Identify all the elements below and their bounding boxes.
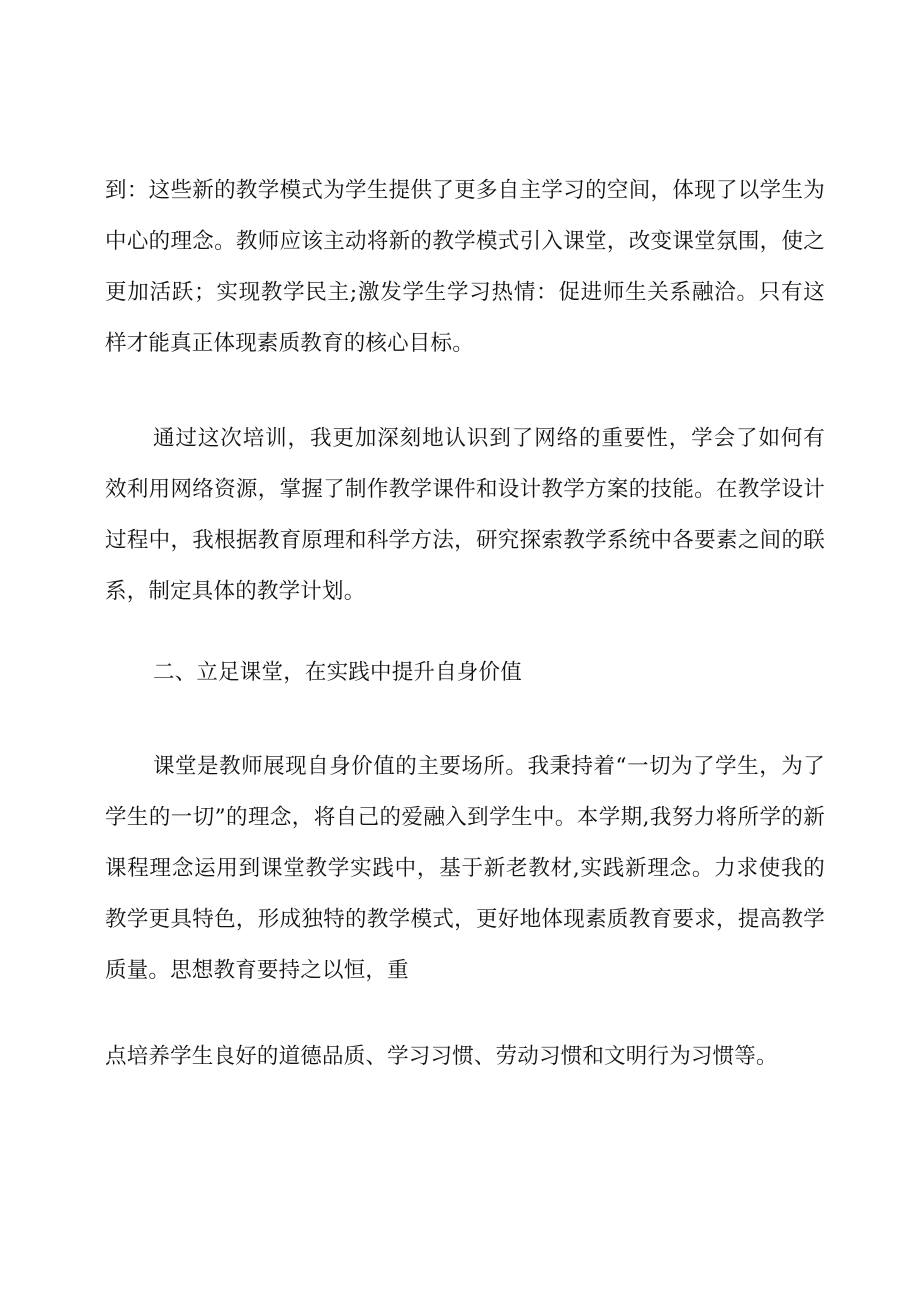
body-paragraph-2: 通过这次培训，我更加深刻地认识到了网络的重要性，学会了如何有效利用网络资源，掌握了制作教学课件和设计教学方案的技能。在教学设计过程中，我根据教育原理和科学方法，研究探索教学系统中各要素之间的联系，制定具体的教学计划。	[105, 426, 825, 604]
section-heading: 二、立足课堂，在实践中提升自身价值	[153, 660, 522, 685]
body-paragraph-4: 点培养学生良好的道德品质、学习习惯、劳动习惯和文明行为习惯等。	[105, 1044, 778, 1069]
body-paragraph-1: 到：这些新的教学模式为学生提供了更多自主学习的空间，体现了以学生为中心的理念。教师应该主动将新的教学模式引入课堂，改变课堂氛围，使之更加活跃；实现教学民主;激发学生学习热情：促进师生关系融洽。只有这样才能真正体现素质教育的核心目标。	[105, 178, 825, 356]
body-paragraph-3: 课堂是教师展现自身价值的主要场所。我秉持着“一切为了学生，为了学生的一切”的理念，将自己的爱融入到学生中。本学期,我努力将所学的新课程理念运用到课堂教学实践中，基于新老教材,实践新理念。力求使我的教学更具特色，形成独特的教学模式，更好地体现素质教育要求，提高教学质量。思想教育要持之以恒，重	[105, 754, 825, 983]
